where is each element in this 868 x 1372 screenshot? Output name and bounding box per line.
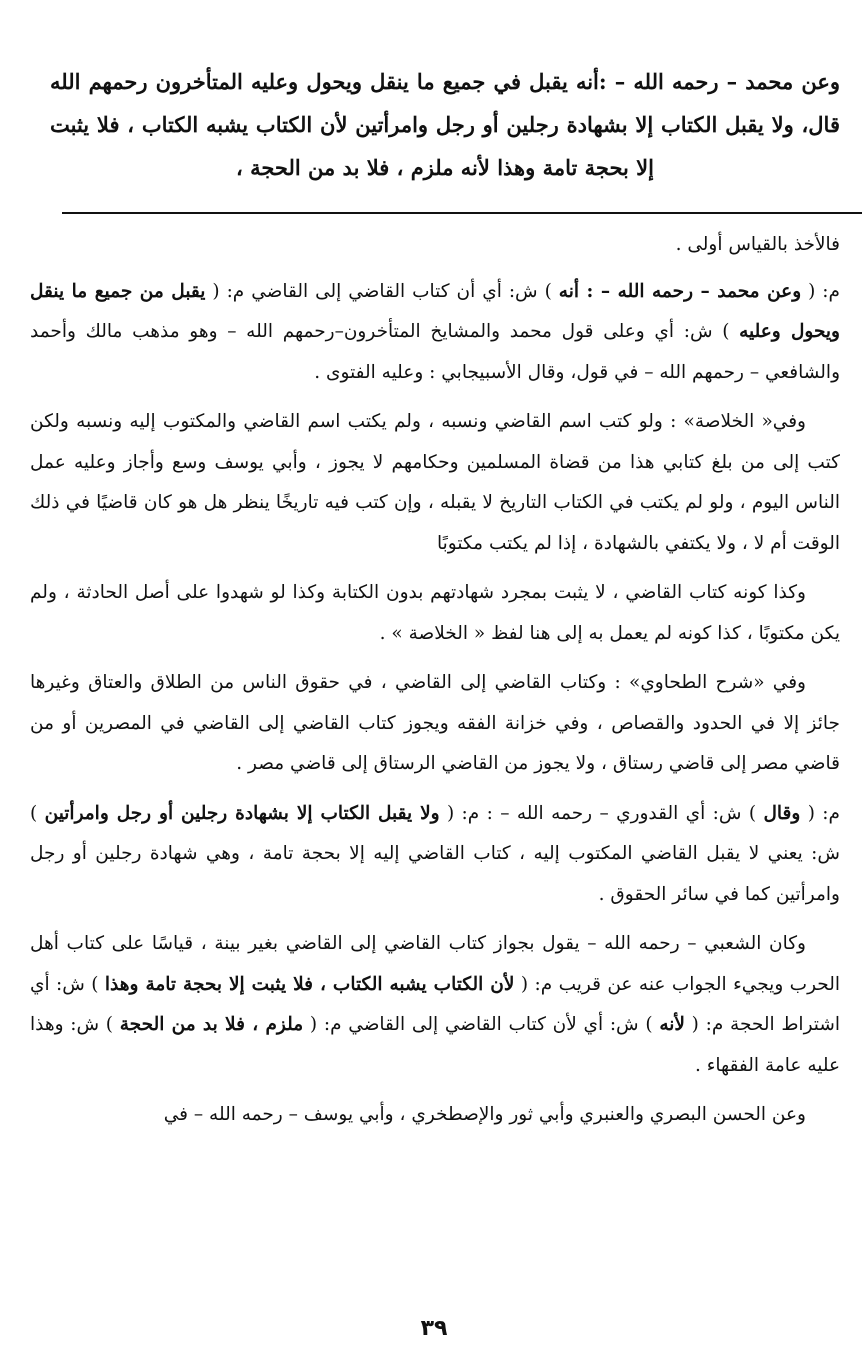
text-run: ) ش: أي لأن كتاب القاضي إلى القاضي م: ( [303, 1014, 660, 1035]
matn-quote: لأن الكتاب يشبه الكتاب ، فلا يثبت إلا بحجة تامة وهذا [104, 973, 515, 995]
paragraph-2: وفي« الخلاصة» : ولو كتب اسم القاضي ونسبه ، ولم يكتب اسم القاضي والمكتوب إليه ونسبه ولكن كتب إلى من بلغ كتابي هذا من قضاة المسلمين وحكامهم لا يجوز ، وأبي يوسف وسع وأجاز وعليه عمل الناس اليوم ، ولو لم يكتب في الكتاب التاريخ لا يقبله ، وإن كتب فيه تاريخًا ينظر هل هو كان قاضيًا في ذلك الوقت أم لا ، ولا يكتفي بالشهادة ، إذا لم يكتب مكتوبًا [30, 411, 840, 554]
matn-text: وعن محمد – رحمه الله – :أنه يقبل في جميع ما ينقل ويحول وعليه المتأخرون رحمهم الله قال، ولا يقبل الكتاب إلا بشهادة رجلين أو رجل وامرأتين لأن الكتاب يشبه الكتاب ، فلا يثبت إلا بحجة تامة وهذا لأنه ملزم ، فلا بد من الحجة ، [50, 69, 840, 180]
paragraph-7: وعن الحسن البصري والعنبري وأبي ثور والإصطخري ، وأبي يوسف – رحمه الله – في [163, 1104, 806, 1125]
page-number: ٣٩ [420, 1316, 448, 1341]
text-run: ) ش: أي القدوري – رحمه الله – : م: ( [439, 802, 764, 824]
paragraph-1 [30, 272, 840, 394]
paragraph-4: وفي «شرح الطحاوي» : وكتاب القاضي إلى القاضي ، في حقوق الناس من الطلاق والعتاق وغيرها جائز إلا في الحدود والقصاص ، وفي خزانة الفقه ويجوز كتاب القاضي إلى القاضي في المصرين أو من قاضي مصر إلى قاضي رستاق ، ولا يجوز من القاضي الرستاق إلى قاضي مصر . [30, 672, 840, 774]
matn-quote: ملزم ، فلا بد من الحجة [119, 1014, 304, 1035]
sharh-block [30, 225, 840, 1145]
matn-quote: يقبل من جميع ما ينقل ويحول وعليه [30, 280, 840, 342]
paragraph-6 [30, 924, 840, 1086]
matn-quote: ولا يقبل الكتاب إلا بشهادة رجلين أو رجل وامرأتين [44, 802, 440, 824]
paragraph-5 [30, 794, 840, 916]
text-run: م: ( [800, 802, 840, 824]
text-run: م: ( [801, 280, 840, 302]
text-run: ) ش: أي أن كتاب القاضي إلى القاضي م: ( [205, 280, 559, 302]
matn-quote: وقال [763, 802, 801, 824]
matn-block [50, 60, 840, 189]
text-run: ) ش: يعني لا يقبل القاضي المكتوب إليه ، كتاب القاضي إليه إلا بحجة تامة ، وهي شهادة رجلين أو رجل وامرأتين كما في سائر الحقوق . [30, 802, 840, 905]
text-run: ) ش: وهذا عليه عامة الفقهاء . [30, 1014, 840, 1076]
text-run: ) ش: أي اشتراط الحجة م: ( [30, 973, 841, 1035]
paragraph-3: وكذا كونه كتاب القاضي ، لا يثبت بمجرد شهادتهم بدون الكتابة وكذا لو شهدوا على أصل الحادثة ، ولم يكن مكتوبًا ، كذا كونه لم يعمل به إلى هنا لفظ « الخلاصة » . [30, 582, 840, 644]
separator-rule [62, 212, 862, 214]
paragraph-0: فالأخذ بالقياس أولى . [675, 234, 840, 255]
matn-quote: لأنه [659, 1014, 685, 1035]
text-run: ) ش: أي وعلى قول محمد والمشايخ المتأخرون–رحمهم الله – وهو مذهب مالك وأحمد والشافعي – رحمهم الله – في قول، وقال الأسبيجابي : وعليه الفتوى . [30, 321, 840, 383]
text-run: وكان الشعبي – رحمه الله – يقول بجواز كتاب القاضي إلى القاضي بغير بينة ، قياسًا على كتاب أهل الحرب ويجيء الجواب عنه عن قريب م: ( [30, 933, 841, 995]
matn-quote: وعن محمد – رحمه الله – : أنه [558, 280, 802, 302]
